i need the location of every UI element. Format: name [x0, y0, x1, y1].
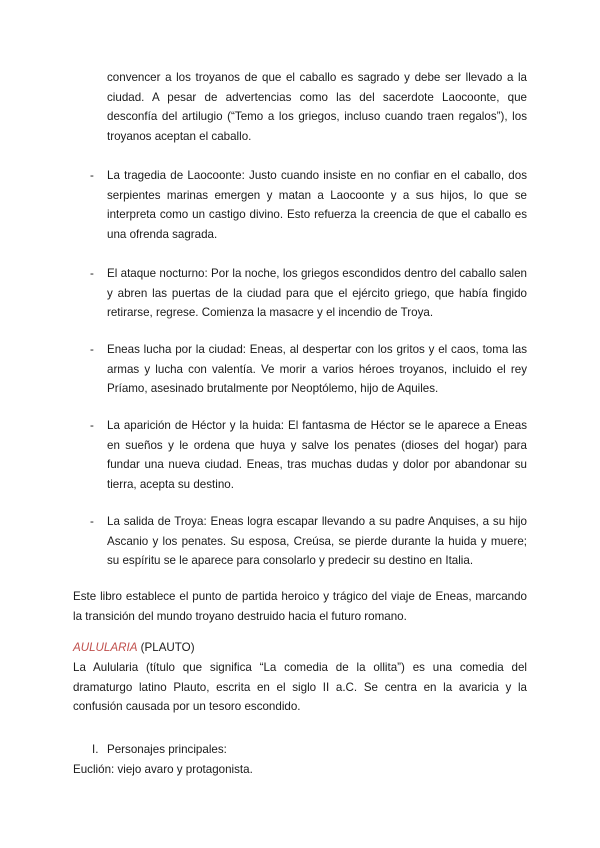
character-line: Euclión: viejo avaro y protagonista. [73, 763, 253, 776]
section-heading [73, 638, 195, 658]
bullet-dash: - [90, 419, 94, 432]
bullet-dash: - [90, 515, 94, 528]
section-author: (PLAUTO) [137, 641, 195, 654]
continuation-paragraph: convencer a los troyanos de que el caballo es sagrado y debe ser llevado a la ciudad. A pesar de advertencias como las del sacerdote Laocoonte, que desconfía del artilugio (“Temo a los griegos, incluso cuando traen regalos”), los troyanos aceptan el caballo. [107, 71, 527, 143]
bullet-hector-huida: La aparición de Héctor y la huida: El fantasma de Héctor se le aparece a Eneas en sueños y le ordena que huya y salve los penates (dioses del hogar) para fundar una nueva ciudad. Eneas, tras muchas dudas y dolor por abandonar su tierra, acepta su destino. [107, 419, 527, 491]
bullet-dash: - [90, 343, 94, 356]
bullet-laocoonte: La tragedia de Laocoonte: Justo cuando insiste en no confiar en el caballo, dos serpientes marinas emergen y matan a Laocoonte y a sus hijos, lo que se interpreta como un castigo divino. Esto refuerza la creencia de que el caballo es una ofrenda sagrada. [107, 169, 527, 241]
bullet-dash: - [90, 267, 94, 280]
subheading-number: I. [92, 743, 99, 756]
bullet-salida-troya: La salida de Troya: Eneas logra escapar llevando a su padre Anquises, a su hijo Ascanio y los penates. Su esposa, Creúsa, se pierde durante la huida y muere; su espíritu se le aparece para consolarlo y predecir su destino en Italia. [107, 515, 527, 567]
conclusion-paragraph: Este libro establece el punto de partida heroico y trágico del viaje de Eneas, marcando la transición del mundo troyano destruido hacia el futuro romano. [73, 590, 527, 623]
bullet-ataque-nocturno: El ataque nocturno: Por la noche, los griegos escondidos dentro del caballo salen y abren las puertas de la ciudad para que el ejército griego, que había fingido retirarse, regrese. Comienza la masacre y el incendio de Troya. [107, 267, 527, 319]
bullet-dash: - [90, 169, 94, 182]
subheading: Personajes principales: [107, 743, 227, 756]
section-title: AULULARIA [73, 641, 138, 654]
section-intro: La Aulularia (título que significa “La comedia de la ollita”) es una comedia del dramaturgo latino Plauto, escrita en el siglo II a.C. Se centra en la avaricia y la confusión causada por un tesoro escondido. [73, 661, 527, 713]
bullet-eneas-lucha: Eneas lucha por la ciudad: Eneas, al despertar con los gritos y el caos, toma las armas y lucha con valentía. Ve morir a varios héroes troyanos, incluido el rey Príamo, asesinado brutalmente por Neoptólemo, hijo de Aquiles. [107, 343, 527, 395]
